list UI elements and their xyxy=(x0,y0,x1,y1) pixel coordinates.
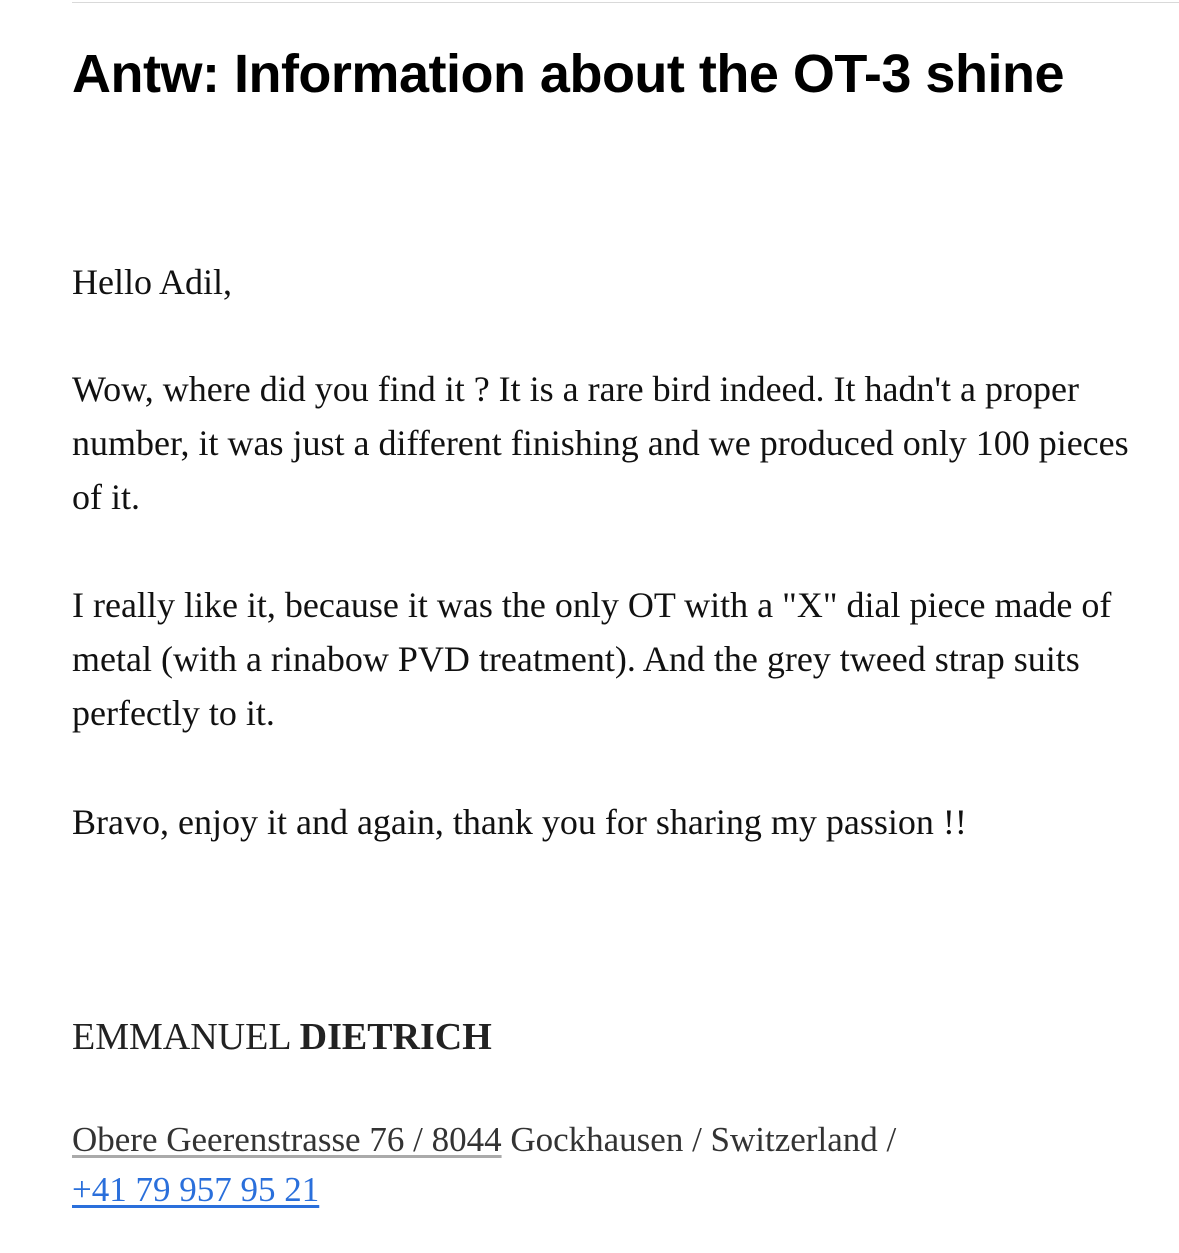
email-subject: Antw: Information about the OT-3 shine xyxy=(72,44,1064,104)
header-divider xyxy=(72,2,1179,3)
signature-address xyxy=(72,1115,1162,1215)
signature-last-name: DIETRICH xyxy=(299,1016,492,1058)
address-link[interactable]: Obere Geerenstrasse 76 / 8044 xyxy=(72,1120,502,1159)
email-paragraph: Bravo, enjoy it and again, thank you for sharing my passion !! xyxy=(72,802,967,842)
email-paragraph: I really like it, because it was the only OT with a "X" dial piece made of metal (with a rinabow PVD treatment). And the grey tweed strap suits perfectly to it. xyxy=(72,585,1112,733)
signature-first-name: EMMANUEL xyxy=(72,1016,291,1058)
phone-link[interactable]: +41 79 957 95 21 xyxy=(72,1170,320,1209)
signature-name xyxy=(72,1010,492,1064)
address-rest: Gockhausen / Switzerland / xyxy=(501,1120,897,1159)
email-greeting: Hello Adil, xyxy=(72,262,232,302)
email-paragraph: Wow, where did you find it ? It is a rare bird indeed. It hadn't a proper number, it was just a different finishing and we produced only 100 pieces of it. xyxy=(72,369,1129,517)
